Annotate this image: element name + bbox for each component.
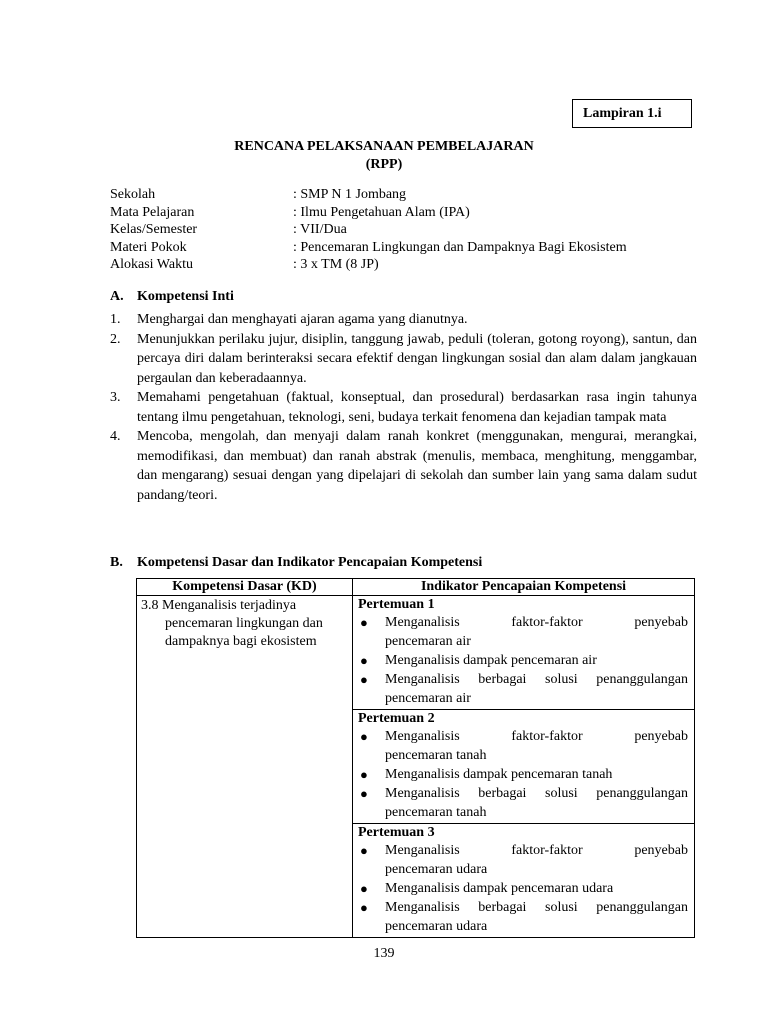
section-letter: B. <box>110 555 123 570</box>
indicator-item <box>358 651 688 670</box>
list-item <box>110 310 697 330</box>
info-row-class <box>110 221 627 239</box>
indicator-item <box>358 765 688 784</box>
indicator-text: Menganalisis faktor-faktor penyebab <box>385 615 688 630</box>
section-title: Kompetensi Dasar dan Indikator Pencapaian Kompetensi <box>137 555 483 570</box>
indicator-item <box>358 784 688 822</box>
meeting-title: Pertemuan 1 <box>358 597 435 612</box>
bullet-icon: ● <box>360 767 368 782</box>
indicator-item <box>358 727 688 765</box>
bullet-icon: ● <box>360 786 368 801</box>
header-indikator: Indikator Pencapaian Kompetensi <box>353 579 695 596</box>
info-value: : 3 x TM (8 JP) <box>293 257 379 272</box>
list-number: 3. <box>110 390 121 405</box>
list-text: Memahami pengetahuan (faktual, konseptual, dan prosedural) berdasarkan rasa ingin tahunya tentang ilmu pengetahuan, teknologi, seni, budaya terkait fenomena dan kejadian tampak mata <box>137 390 697 425</box>
indicator-text: Menganalisis dampak pencemaran udara <box>385 881 614 896</box>
document-subtitle: (RPP) <box>365 157 403 172</box>
table-row <box>137 596 695 710</box>
meeting-cell-1 <box>353 596 695 710</box>
info-label: Alokasi Waktu <box>110 257 193 272</box>
lampiran-label: Lampiran 1.i <box>572 99 692 128</box>
indicator-text: Menganalisis faktor-faktor penyebab <box>385 729 688 744</box>
header-kd: Kompetensi Dasar (KD) <box>137 579 353 596</box>
info-row-topic <box>110 239 627 257</box>
list-text: Menunjukkan perilaku jujur, disiplin, tanggung jawab, peduli (toleran, gotong royong), santun, dan percaya diri dalam berinteraksi secara efektif dengan lingkungan sosial dan alam dalam jangkauan pergaulan dan keberadaannya. <box>137 331 697 386</box>
document-title: RENCANA PELAKSANAAN PEMBELAJARAN <box>234 139 534 154</box>
page-number: 139 <box>373 946 395 961</box>
indicator-text-cont: pencemaran udara <box>385 919 488 934</box>
indicator-text: Menganalisis dampak pencemaran tanah <box>385 767 613 782</box>
info-value: : Pencemaran Lingkungan dan Dampaknya Bagi Ekosistem <box>293 239 627 255</box>
bullet-icon: ● <box>360 729 368 744</box>
info-block <box>110 186 627 274</box>
indicator-text: Menganalisis berbagai solusi penanggulangan <box>385 786 688 801</box>
indicator-text: Menganalisis berbagai solusi penanggulangan <box>385 900 688 915</box>
section-b-heading <box>110 554 482 572</box>
info-value: : Ilmu Pengetahuan Alam (IPA) <box>293 204 470 220</box>
indicator-item <box>358 841 688 879</box>
info-label: Sekolah <box>110 187 156 202</box>
bullet-icon: ● <box>360 900 368 915</box>
indicator-text: Menganalisis faktor-faktor penyebab <box>385 843 688 858</box>
info-value: : VII/Dua <box>293 222 347 237</box>
meeting-cell-2 <box>353 710 695 824</box>
meeting-title: Pertemuan 3 <box>358 825 435 840</box>
meeting-cell-3 <box>353 824 695 938</box>
indicator-text-cont: pencemaran tanah <box>385 805 487 820</box>
bullet-icon: ● <box>360 615 368 630</box>
bullet-icon: ● <box>360 881 368 896</box>
info-label: Materi Pokok <box>110 239 187 255</box>
kd-cell <box>137 596 353 938</box>
indicator-item <box>358 670 688 708</box>
list-number: 4. <box>110 429 121 444</box>
indicator-item <box>358 613 688 651</box>
table-header-row <box>137 579 695 596</box>
list-text: Menghargai dan menghayati ajaran agama yang dianutnya. <box>137 312 468 327</box>
kompetensi-inti-list <box>110 310 697 505</box>
info-label: Mata Pelajaran <box>110 204 195 220</box>
indicator-item <box>358 898 688 936</box>
list-number: 2. <box>110 331 121 347</box>
info-row-subject <box>110 204 627 222</box>
info-value: : SMP N 1 Jombang <box>293 187 407 202</box>
section-a-heading <box>110 288 234 306</box>
indicator-text-cont: pencemaran air <box>385 634 471 649</box>
list-item <box>110 388 697 427</box>
meeting-title: Pertemuan 2 <box>358 711 435 726</box>
indicator-text: Menganalisis dampak pencemaran air <box>385 653 597 668</box>
list-number: 1. <box>110 312 121 327</box>
indicator-text-cont: pencemaran udara <box>385 862 488 877</box>
indicator-text: Menganalisis berbagai solusi penanggulangan <box>385 672 688 687</box>
info-row-time <box>110 256 627 274</box>
info-label: Kelas/Semester <box>110 222 198 237</box>
info-row-school <box>110 186 627 204</box>
indicator-text-cont: pencemaran air <box>385 691 471 706</box>
indicator-text-cont: pencemaran tanah <box>385 748 487 763</box>
kd-text-first: 3.8 Menganalisis terjadinya <box>141 598 297 613</box>
kd-table <box>136 578 695 938</box>
bullet-icon: ● <box>360 653 368 668</box>
bullet-icon: ● <box>360 843 368 858</box>
list-text: Mencoba, mengolah, dan menyaji dalam ranah konkret (menggunakan, mengurai, merangkai, memodifikasi, dan membuat) dan ranah abstrak (menulis, membaca, menghitung, menggambar, dan mengarang) sesuai dengan yang dipelajari di sekolah dan sumber lain yang sama dalam sudut pandang/teori. <box>137 429 697 503</box>
list-item <box>110 330 697 389</box>
section-title: Kompetensi Inti <box>137 289 234 304</box>
bullet-icon: ● <box>360 672 368 687</box>
section-letter: A. <box>110 289 124 304</box>
list-item <box>110 427 697 505</box>
indicator-item <box>358 879 688 898</box>
kd-text-rest: pencemaran lingkungan dan dampaknya bagi ekosistem <box>165 616 323 649</box>
